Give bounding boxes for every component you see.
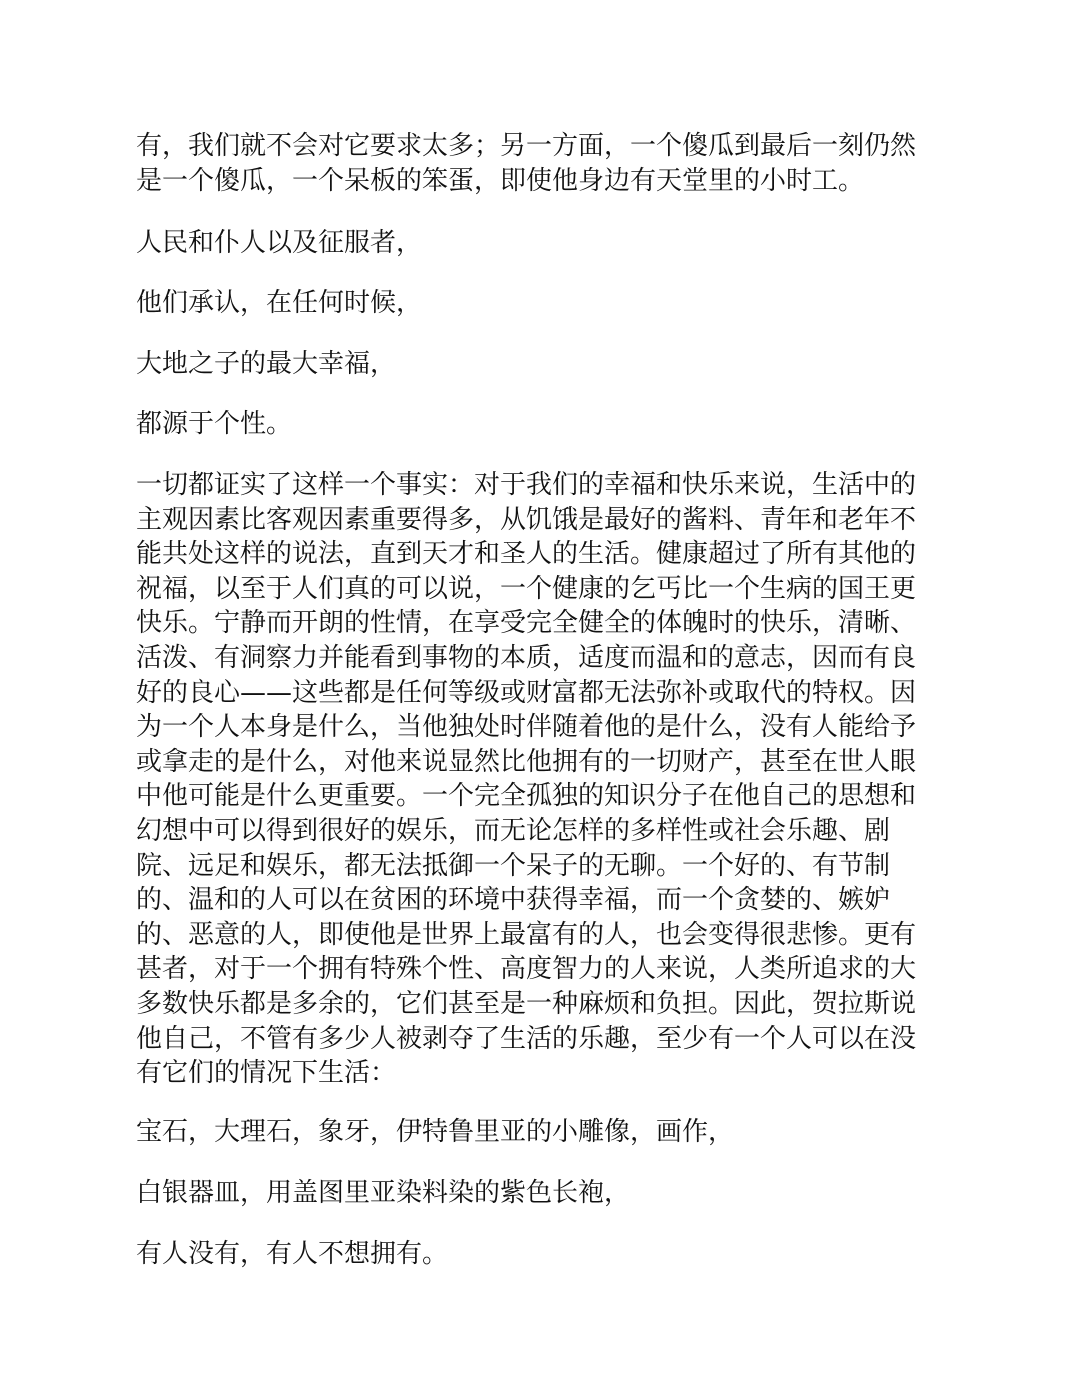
text-line: 都源于个性。 bbox=[136, 409, 293, 439]
text-line: 有它们的情况下生活： bbox=[136, 1058, 397, 1089]
verse-line bbox=[136, 226, 944, 261]
text-line: 人民和仆人以及征服者， bbox=[136, 228, 423, 258]
text-line: 好的良心——这些都是任何等级或财富都无法弥补或取代的特权。因 bbox=[136, 677, 917, 708]
text-line: 有人没有，有人不想拥有。 bbox=[136, 1239, 449, 1269]
text-line: 快乐。宁静而开朗的性情，在享受完全健全的体魄时的快乐，清晰、 bbox=[136, 608, 917, 639]
text-line: 的、恶意的人，即使他是世界上最富有的人，也会变得很悲惨。更有 bbox=[136, 919, 917, 950]
verse-line bbox=[136, 407, 944, 442]
text-line: 幻想中可以得到很好的娱乐，而无论怎样的多样性或社会乐趣、剧 bbox=[136, 815, 891, 846]
text-line: 有，我们就不会对它要求太多；另一方面，一个傻瓜到最后一刻仍然 bbox=[136, 131, 917, 161]
text-line: 他自己，不管有多少人被剥夺了生活的乐趣，至少有一个人可以在没 bbox=[136, 1023, 917, 1054]
text-line: 白银器皿，用盖图里亚染料染的紫色长袍， bbox=[136, 1178, 631, 1208]
text-line: 祝福，以至于人们真的可以说，一个健康的乞丐比一个生病的国王更 bbox=[136, 573, 917, 604]
verse-line bbox=[136, 1115, 944, 1150]
text-line: 一切都证实了这样一个事实：对于我们的幸福和快乐来说，生活中的 bbox=[136, 470, 917, 500]
text-line: 是一个傻瓜，一个呆板的笨蛋，即使他身边有天堂里的小时工。 bbox=[136, 165, 865, 196]
text-line: 为一个人本身是什么，当他独处时伴随着他的是什么，没有人能给予 bbox=[136, 712, 917, 743]
text-line: 活泼、有洞察力并能看到事物的本质，适度而温和的意志，因而有良 bbox=[136, 642, 917, 673]
main-paragraph bbox=[136, 468, 944, 1091]
verse-line bbox=[136, 347, 944, 382]
intro-paragraph bbox=[136, 129, 944, 198]
text-line: 大地之子的最大幸福， bbox=[136, 349, 397, 379]
text-line: 中他可能是什么更重要。一个完全孤独的知识分子在他自己的思想和 bbox=[136, 781, 917, 812]
text-line: 多数快乐都是多余的，它们甚至是一种麻烦和负担。因此，贺拉斯说 bbox=[136, 988, 917, 1019]
verse-line bbox=[136, 1237, 944, 1272]
verse-line bbox=[136, 1176, 944, 1211]
text-line: 或拿走的是什么，对他来说显然比他拥有的一切财产，甚至在世人眼 bbox=[136, 746, 917, 777]
text-line: 他们承认，在任何时候， bbox=[136, 288, 423, 318]
text-line: 主观因素比客观因素重要得多，从饥饿是最好的酱料、青年和老年不 bbox=[136, 504, 917, 535]
text-line: 甚者，对于一个拥有特殊个性、高度智力的人来说，人类所追求的大 bbox=[136, 954, 917, 985]
text-line: 院、远足和娱乐，都无法抵御一个呆子的无聊。一个好的、有节制 bbox=[136, 850, 891, 881]
text-line: 的、温和的人可以在贫困的环境中获得幸福，而一个贪婪的、嫉妒 bbox=[136, 885, 891, 916]
text-line: 宝石，大理石，象牙，伊特鲁里亚的小雕像，画作， bbox=[136, 1117, 735, 1147]
verse-line bbox=[136, 286, 944, 321]
text-line: 能共处这样的说法，直到天才和圣人的生活。健康超过了所有其他的 bbox=[136, 539, 917, 570]
